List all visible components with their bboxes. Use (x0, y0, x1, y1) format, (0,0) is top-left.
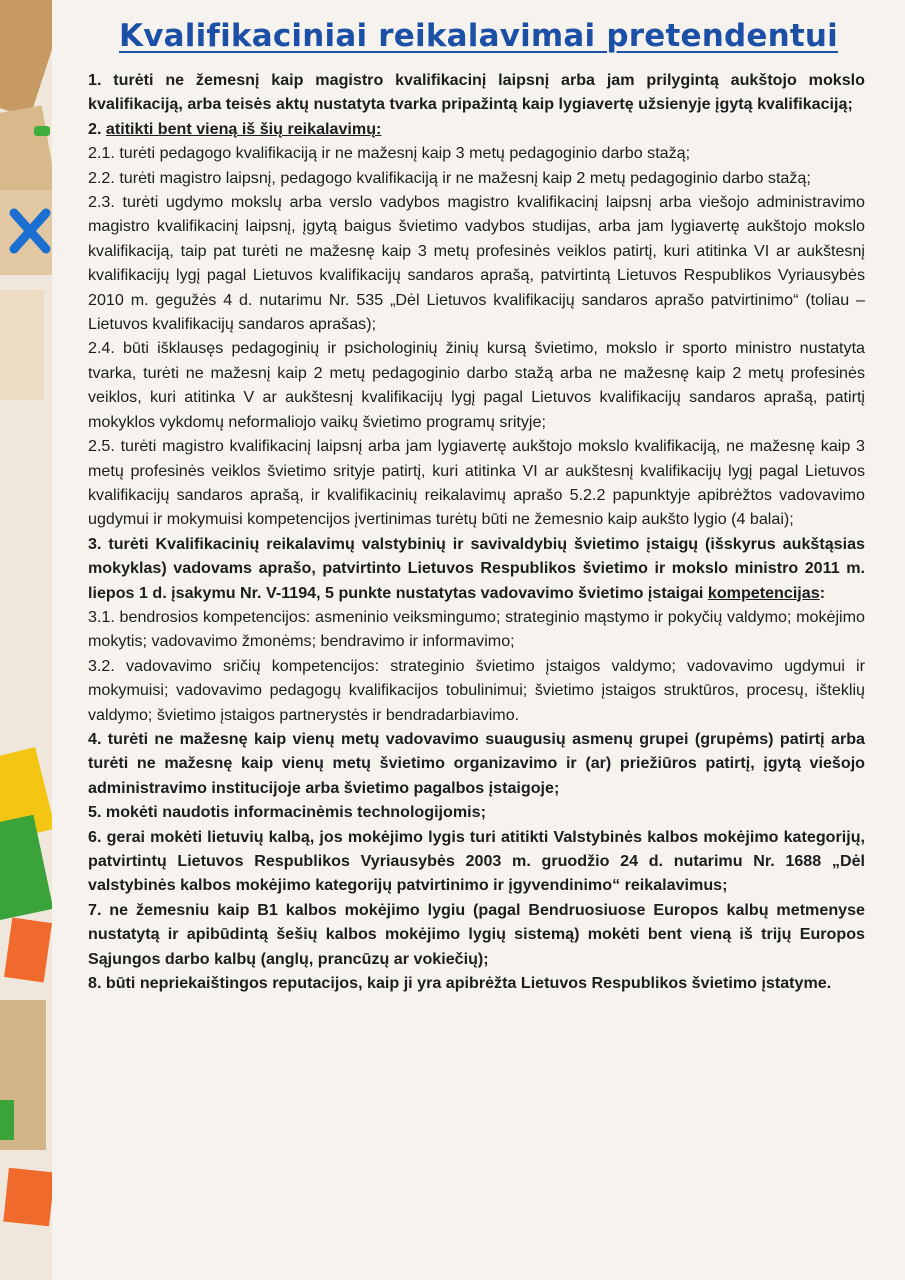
requirement-3-1: 3.1. bendrosios kompetencijos: asmeninio veiksmingumo; strateginio mąstymo ir pokyčių valdymo; mokėjimo mokytis; vadovavimo žmonėms; bendravimo ir informavimo; (88, 607, 865, 651)
requirement-2-prefix: 2. (88, 119, 106, 138)
requirement-2-heading: atitikti bent vieną iš šių reikalavimų: (105, 119, 382, 138)
orange-block (4, 918, 52, 983)
decorative-blocks-strip (0, 0, 52, 1280)
requirement-3-2: 3.2. vadovavimo sričių kompetencijos: strateginio švietimo įstaigos valdymo; vadovavimo ugdymui ir mokymuisi; vadovavimo pedagogų kvalifikacijos tobulinimui; švietimo įstaigos struktūros, procesų, išteklių valdymo; švietimo įstaigos partnerystės ir bendradarbiavimo. (88, 656, 865, 724)
requirement-3-suffix: : (819, 583, 826, 602)
blue-x-icon (8, 205, 52, 257)
requirement-2-5: 2.5. turėti magistro kvalifikacinį laipsnį arba jam lygiavertę aukštojo mokslo kvalifikaciją, ne mažesnę kaip 3 metų profesinės veiklos švietimo srityje patirtį, kuri atitinka VI ar aukštesnį kvalifikacijų lygį pagal Lietuvos kvalifikacijų sandaros aprašą, ir kvalifikacinių reikalavimų aprašo 5.2.2 papunktyje apibrėžtos vadovavimo ugdymui ir mokymuisi kompetencijos įvertinimas turėtų būti ne žemesnio kaip aukšto lygio (4 balai); (88, 437, 865, 529)
document-content (52, 0, 905, 1280)
requirement-5: 5. mokėti naudotis informacinėmis technologijomis; (88, 803, 486, 822)
requirement-2-1: 2.1. turėti pedagogo kvalifikaciją ir ne mažesnį kaip 3 metų pedagoginio darbo stažą; (88, 144, 691, 163)
wood-block-top (0, 0, 52, 118)
requirement-2-2: 2.2. turėti magistro laipsnį, pedagogo kvalifikaciją ir ne mažesnį kaip 2 metų pedagoginio darbo stažą; (88, 168, 811, 187)
orange-block-bottom (3, 1168, 52, 1227)
requirement-3-underlined: kompetencijas (707, 583, 820, 602)
requirement-1: 1. turėti ne žemesnį kaip magistro kvalifikacinį laipsnį arba jam prilygintą aukštojo mokslo kvalifikaciją, arba teisės aktų nustatyta tvarka pripažintą kaip lygiavertę užsienyje įgytą kvalifikaciją; (88, 71, 865, 114)
requirement-3-prefix: 3. turėti Kvalifikacinių reikalavimų valstybinių ir savivaldybių švietimo įstaigų (išskyrus aukštąsias mokyklas) vadovams aprašo, patvirtinto Lietuvos Respublikos švietimo ir mokslo ministro 2011 m. liepos 1 d. įsakymu Nr. V-1194, 5 punkte nustatytas vadovavimo švietimo įstaigai (88, 534, 865, 602)
requirement-2 (88, 117, 865, 141)
green-block (34, 126, 50, 136)
requirement-6: 6. gerai mokėti lietuvių kalbą, jos mokėjimo lygis turi atitikti Valstybinės kalbos mokėjimo kategorijų, patvirtintų Lietuvos Respublikos Vyriausybės 2003 m. gruodžio 24 d. nutarimu Nr. 1688 „Dėl valstybinės kalbos mokėjimo kategorijų patvirtinimo ir įgyvendinimo“ reikalavimus; (88, 827, 865, 895)
requirement-7: 7. ne žemesniu kaip B1 kalbos mokėjimo lygiu (pagal Bendruosiuose Europos kalbų metmenyse nustatytą ir apibūdintą šešių kalbos mokėjimo lygių sistemą) mokėti bent vieną iš trijų Europos Sąjungos darbo kalbų (anglų, prancūzų ar vokiečių); (88, 900, 865, 968)
green-small-block (0, 1100, 14, 1140)
requirement-2-4: 2.4. būti išklausęs pedagoginių ir psichologinių žinių kursą švietimo, mokslo ir sporto ministro nustatyta tvarka, turėti ne mažesnį kaip 2 metų pedagoginio darbo stažą arba ne mažesnę kaip 2 metų profesinės veiklos, kuri atitinka V ar aukštesnį kvalifikacijų lygį pagal Lietuvos kvalifikacijų sandaros aprašą, patirtį mokyklos vykdomų neformaliojo vaikų švietimo programų srityje; (88, 339, 865, 431)
requirement-3 (88, 532, 865, 605)
requirement-8: 8. būti nepriekaištingos reputacijos, kaip ji yra apibrėžta Lietuvos Respublikos švietimo įstatyme. (88, 974, 832, 993)
requirements-list (88, 68, 865, 995)
requirement-4: 4. turėti ne mažesnę kaip vienų metų vadovavimo suaugusių asmenų grupei (grupėms) patirtį arba turėti ne mažesnę kaip vienų metų švietimo organizavimo ir (ar) priežiūros patirtį, įgytą viešojo administravimo institucijoje arba švietimo pagalbos įstaigoje; (88, 729, 865, 797)
page-title: Kvalifikaciniai reikalavimai pretendentui (119, 18, 838, 54)
requirement-2-3: 2.3. turėti ugdymo mokslų arba verslo vadybos magistro kvalifikacinį laipsnį arba viešojo administravimo magistro kvalifikacinį laipsnį, įgytą baigus švietimo vadybos studijas, arba jam lygiavertę aukštojo mokslo kvalifikaciją, taip pat turėti ne mažesnę kaip 3 metų profesinės veiklos patirtį, kuri atitinka VI ar aukštesnį kvalifikacijų lygį pagal Lietuvos kvalifikacijų sandaros aprašą, patvirtintą Lietuvos Respublikos Vyriausybės 2010 m. gegužės 4 d. nutarimu Nr. 535 „Dėl Lietuvos kvalifikacijų sandaros aprašo patvirtinimo“ (toliau – Lietuvos kvalifikacijų sandaros aprašas); (88, 193, 865, 334)
wood-block-lower (0, 290, 44, 400)
